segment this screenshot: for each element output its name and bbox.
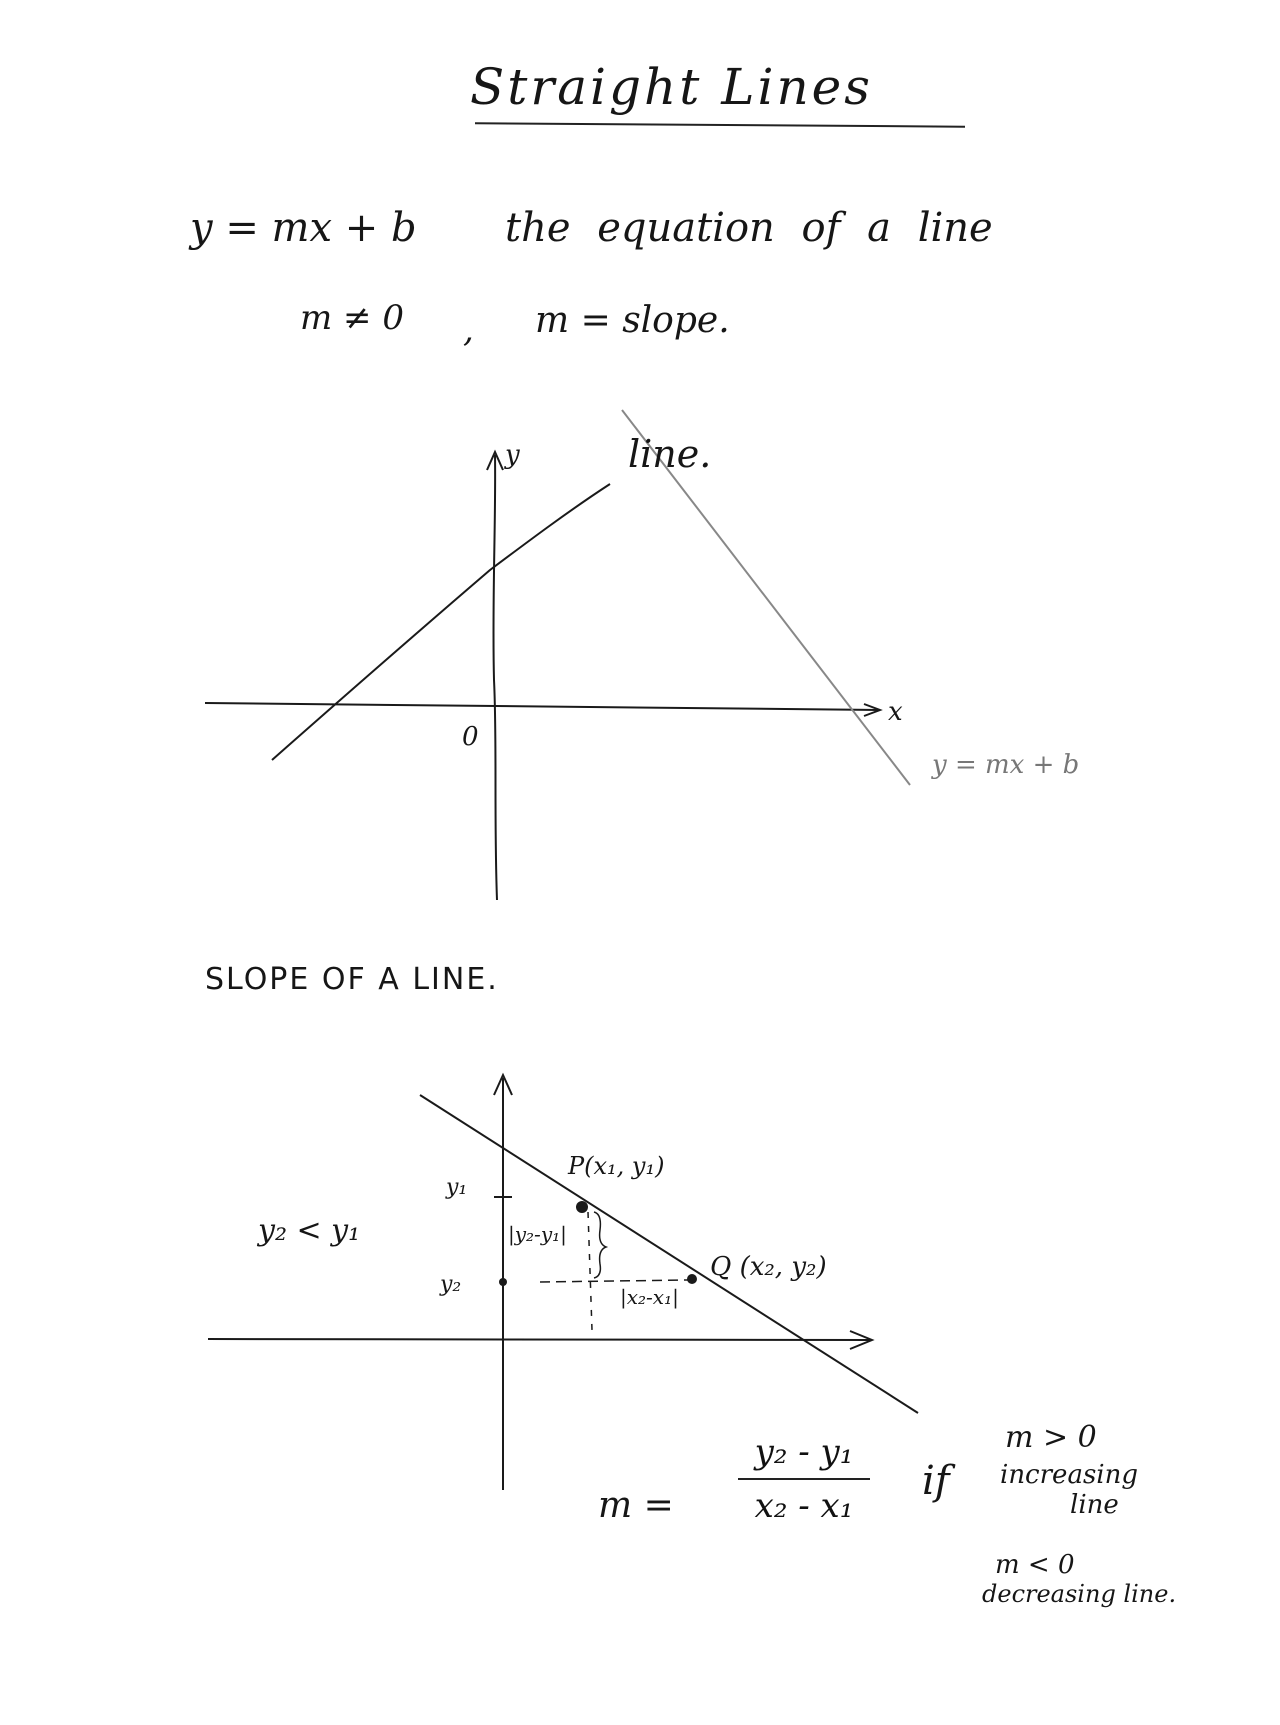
equation-description: the equation of a line	[505, 205, 993, 251]
dx-label: |x₂-x₁|	[620, 1285, 679, 1309]
point-p-label: P(x₁, y₁)	[568, 1152, 665, 1180]
slope-condition: m ≠ 0	[300, 298, 404, 338]
y1-tick-label: y₁	[446, 1175, 468, 1200]
decreasing-label: decreasing line.	[982, 1580, 1177, 1608]
graph2-x-axis	[208, 1339, 872, 1340]
negative-slope-condition: m < 0	[995, 1550, 1075, 1580]
graph1-line-equation: y = mx + b	[932, 750, 1080, 780]
slope-definition: m = slope.	[535, 300, 730, 341]
increasing-line-label: line	[1070, 1490, 1119, 1520]
y2-tick-label: y₂	[440, 1272, 462, 1297]
graph1-line-label: line.	[628, 432, 712, 476]
page-title: Straight Lines	[470, 58, 873, 116]
dy-label: |y₂-y₁|	[508, 1222, 567, 1246]
positive-slope-condition: m > 0	[1005, 1420, 1097, 1455]
point-q-label: Q (x₂, y₂)	[710, 1252, 827, 1282]
slope-fraction	[738, 1432, 870, 1526]
fraction-bar	[738, 1478, 870, 1480]
slope-denominator: x₂ - x₁	[754, 1486, 854, 1526]
slope-m-equals: m =	[598, 1485, 674, 1526]
separator-comma: ,	[463, 310, 474, 350]
point-q-marker	[687, 1274, 697, 1284]
graph2-y2-dot	[499, 1278, 507, 1286]
if-label: if	[922, 1458, 950, 1504]
graph1-x-label: x	[888, 697, 903, 727]
dy-brace	[594, 1212, 606, 1278]
slope-numerator: y₂ - y₁	[754, 1432, 854, 1472]
graph1-origin-label: 0	[462, 722, 479, 752]
graph2-line	[420, 1095, 918, 1413]
graph1-y-label: y	[505, 440, 520, 470]
graph2-horizontal-dashed	[540, 1280, 688, 1282]
increasing-label: increasing	[1000, 1460, 1138, 1490]
point-p-marker	[576, 1201, 588, 1213]
graph2-vertical-dashed	[588, 1212, 592, 1330]
section-title: SLOPE OF A LINE.	[205, 962, 499, 997]
y-comparison: y₂ < y₁	[258, 1213, 361, 1248]
line-equation: y = mx + b	[190, 205, 417, 251]
